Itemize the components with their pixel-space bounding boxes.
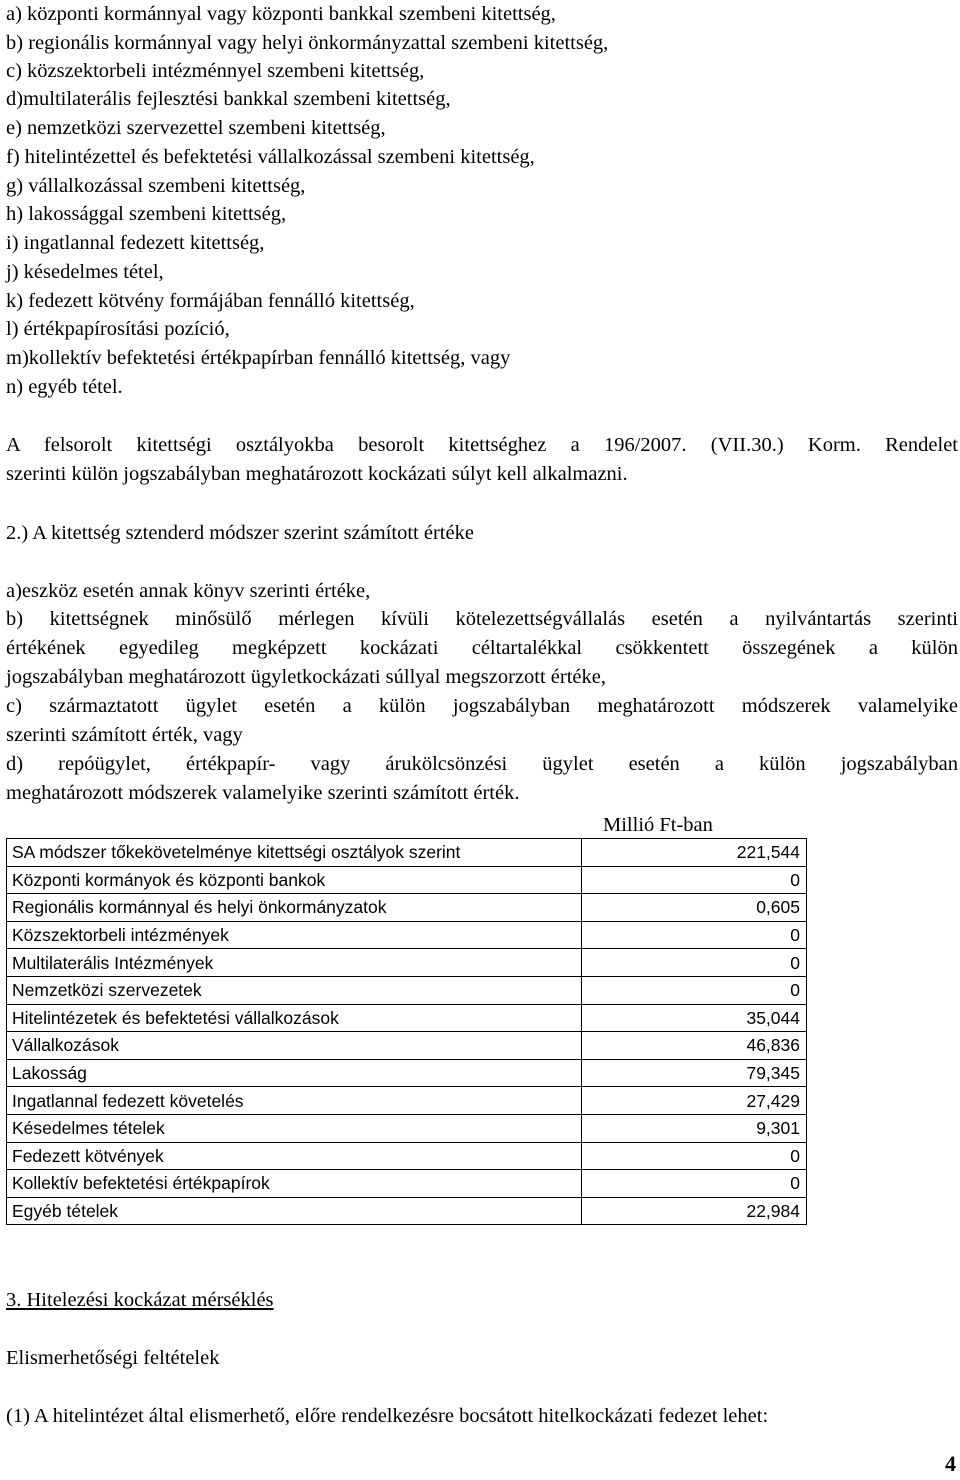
table-row xyxy=(7,1032,807,1060)
table-row xyxy=(7,1170,807,1198)
list-item: i) ingatlannal fedezett kitettség, xyxy=(6,232,265,254)
list-item: f) hitelintézettel és befektetési vállalkozással szembeni kitettség, xyxy=(6,146,535,168)
table-cell-label: Hitelintézetek és befektetési vállalkozások xyxy=(7,1004,582,1032)
paragraph-line: meghatározott módszerek valamelyike szerinti számított érték. xyxy=(6,782,520,804)
paragraph-line: d) repóügylet, értékpapír- vagy árukölcsönzési ügylet esetén a külön jogszabályban xyxy=(6,753,958,775)
list-item: g) vállalkozással szembeni kitettség, xyxy=(6,175,306,197)
table-cell-value: 0 xyxy=(582,866,807,894)
table-cell-label: Regionális kormánnyal és helyi önkormányzatok xyxy=(7,894,582,922)
table-row xyxy=(7,1087,807,1115)
subheading: Elismerhetőségi feltételek xyxy=(6,1347,220,1369)
table-cell-value: 0 xyxy=(582,949,807,977)
table-cell-value: 27,429 xyxy=(582,1087,807,1115)
list-item: n) egyéb tétel. xyxy=(6,376,123,398)
table-cell-value: 22,984 xyxy=(582,1197,807,1225)
section-heading: 2.) A kitettség sztenderd módszer szerint számított értéke xyxy=(6,522,474,544)
table-cell-label: Nemzetközi szervezetek xyxy=(7,976,582,1004)
table-row xyxy=(7,894,807,922)
list-item: a) központi kormánnyal vagy központi bankkal szembeni kitettség, xyxy=(6,3,556,25)
table-row xyxy=(7,866,807,894)
table-row xyxy=(7,921,807,949)
table-cell-label: Ingatlannal fedezett követelés xyxy=(7,1087,582,1115)
list-item: m)kollektív befektetési értékpapírban fennálló kitettség, vagy xyxy=(6,347,511,369)
table-cell-label: Késedelmes tételek xyxy=(7,1114,582,1142)
page-number: 4 xyxy=(945,1451,956,1476)
table-row xyxy=(7,839,807,867)
list-item: j) késedelmes tétel, xyxy=(6,261,164,283)
paragraph-line: b) kitettségnek minősülő mérlegen kívüli kötelezettségvállalás esetén a nyilvántartás szerinti xyxy=(6,608,958,630)
table-cell-label: Központi kormányok és központi bankok xyxy=(7,866,582,894)
table-cell-label: Lakosság xyxy=(7,1059,582,1087)
paragraph-line: c) származtatott ügylet esetén a külön jogszabályban meghatározott módszerek valamelyike xyxy=(6,695,958,717)
table-row xyxy=(7,1059,807,1087)
table-row xyxy=(7,1142,807,1170)
list-item: k) fedezett kötvény formájában fennálló kitettség, xyxy=(6,290,415,312)
table-row xyxy=(7,1197,807,1225)
paragraph-line: értékének egyedileg megképzett kockázati céltartalékkal csökkentett összegének a külön xyxy=(6,637,958,659)
table-cell-label: Fedezett kötvények xyxy=(7,1142,582,1170)
list-item: l) értékpapírosítási pozíció, xyxy=(6,318,230,340)
list-item: b) regionális kormánnyal vagy helyi önkormányzattal szembeni kitettség, xyxy=(6,32,609,54)
table-cell-value: 221,544 xyxy=(582,839,807,867)
table-cell-value: 35,044 xyxy=(582,1004,807,1032)
table-cell-value: 0 xyxy=(582,976,807,1004)
table-cell-value: 0 xyxy=(582,1170,807,1198)
table-cell-value: 0,605 xyxy=(582,894,807,922)
list-item: h) lakossággal szembeni kitettség, xyxy=(6,203,287,225)
paragraph-line: szerinti számított érték, vagy xyxy=(6,724,243,746)
table-row xyxy=(7,1004,807,1032)
list-item: e) nemzetközi szervezettel szembeni kitettség, xyxy=(6,117,386,139)
table-unit-label: Millió Ft-ban xyxy=(603,814,713,836)
paragraph-line: A felsorolt kitettségi osztályokba besorolt kitettséghez a 196/2007. (VII.30.) Korm. Rendelet xyxy=(6,434,958,456)
capital-requirement-table xyxy=(6,838,807,1225)
table-cell-value: 9,301 xyxy=(582,1114,807,1142)
table-cell-value: 79,345 xyxy=(582,1059,807,1087)
table-cell-value: 0 xyxy=(582,921,807,949)
section-heading: 3. Hitelezési kockázat mérséklés xyxy=(6,1289,274,1311)
table-cell-label: Kollektív befektetési értékpapírok xyxy=(7,1170,582,1198)
table-row xyxy=(7,976,807,1004)
table-cell-value: 0 xyxy=(582,1142,807,1170)
table-cell-label: Vállalkozások xyxy=(7,1032,582,1060)
table-cell-label: Közszektorbeli intézmények xyxy=(7,921,582,949)
table-cell-value: 46,836 xyxy=(582,1032,807,1060)
table-cell-label: SA módszer tőkekövetelménye kitettségi osztályok szerint xyxy=(7,839,582,867)
paragraph-line: a)eszköz esetén annak könyv szerinti értéke, xyxy=(6,580,371,602)
list-item: c) közszektorbeli intézménnyel szembeni kitettség, xyxy=(6,60,425,82)
table-row xyxy=(7,1114,807,1142)
table-cell-label: Egyéb tételek xyxy=(7,1197,582,1225)
list-item: d)multilaterális fejlesztési bankkal szembeni kitettség, xyxy=(6,88,451,110)
paragraph-line: jogszabályban meghatározott ügyletkockázati súllyal megszorzott értéke, xyxy=(6,666,606,688)
table-row xyxy=(7,949,807,977)
paragraph-line: szerinti külön jogszabályban meghatározott kockázati súlyt kell alkalmazni. xyxy=(6,463,628,485)
paragraph-line: (1) A hitelintézet által elismerhető, előre rendelkezésre bocsátott hitelkockázati fedezet lehet: xyxy=(6,1405,769,1427)
table-cell-label: Multilaterális Intézmények xyxy=(7,949,582,977)
